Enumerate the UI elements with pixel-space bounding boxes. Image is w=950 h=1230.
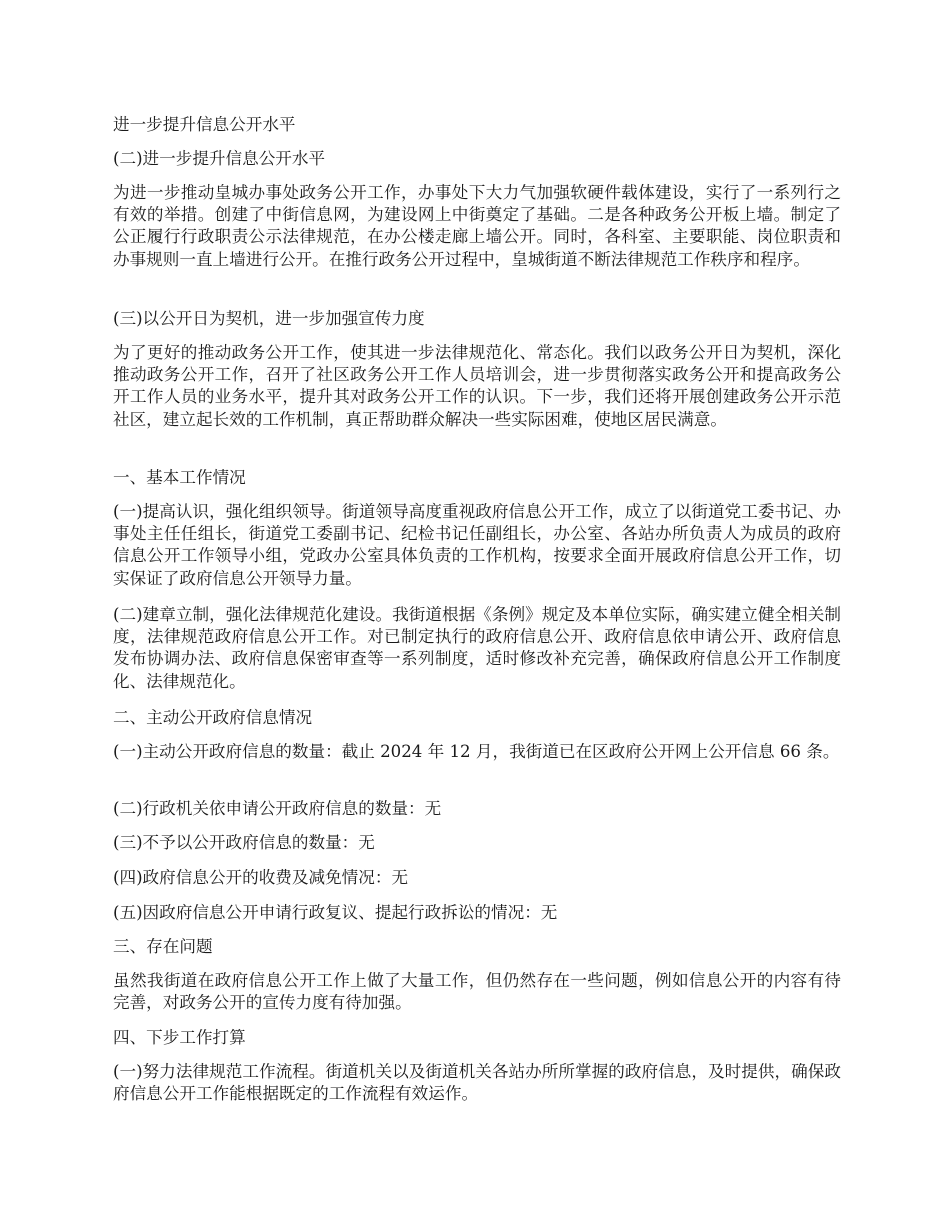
section-heading: (二)进一步提升信息公开水平 (113, 149, 326, 168)
body-paragraph: (一)努力法律规范工作流程。街道机关以及街道机关各站办所所掌握的政府信息，及时提供，确保政府信息公开工作能根据既定的工作流程有效运作。 (113, 1062, 841, 1104)
list-item: (四)政府信息公开的收费及减免情况：无 (113, 868, 409, 887)
list-item: (三)不予以公开政府信息的数量：无 (113, 833, 375, 852)
list-item: (五)因政府信息公开申请行政复议、提起行政拆讼的情况：无 (113, 903, 558, 922)
body-paragraph: 为了更好的推动政务公开工作，使其进一步法律规范化、常态化。我们以政务公开日为契机，深化推动政务公开工作，召开了社区政务公开工作人员培训会，进一步贯彻落实政务公开和提高政务公开工作人员的业务水平，提升其对政务公开工作的认识。下一步，我们还将开展创建政务公开示范社区，建立起长效的工作机制，真正帮助群众解决一些实际困难，使地区居民满意。 (113, 343, 841, 429)
body-paragraph: (一)提高认识，强化组织领导。街道领导高度重视政府信息公开工作，成立了以街道党工委书记、办事处主任任组长，街道党工委副书记、纪检书记任副组长，办公室、各站办所负责人为成员的政府信息公开工作领导小组，党政办公室具体负责的工作机构，按要求全面开展政府信息公开工作，切实保证了政府信息公开领导力量。 (113, 502, 841, 588)
section-heading: 四、下步工作打算 (113, 1028, 246, 1047)
body-paragraph: 虽然我街道在政府信息公开工作上做了大量工作，但仍然存在一些问题，例如信息公开的内容有待完善，对政务公开的宣传力度有待加强。 (113, 971, 841, 1013)
body-paragraph: (二)建章立制，强化法律规范化建设。我街道根据《条例》规定及本单位实际，确实建立健全相关制度，法律规范政府信息公开工作。对已制定执行的政府信息公开、政府信息依申请公开、政府信息发布协调办法、政府信息保密审查等一系列制度，适时修改补充完善，确保政府信息公开工作制度化、法律规范化。 (113, 605, 841, 691)
section-heading: 三、存在问题 (113, 937, 213, 956)
body-paragraph: (一)主动公开政府信息的数量：截止 2024 年 12 月，我街道已在区政府公开网上公开信息 66 条。 (113, 742, 840, 761)
section-heading: (三)以公开日为契机，进一步加强宣传力度 (113, 309, 425, 328)
list-item: (二)行政机关依申请公开政府信息的数量：无 (113, 799, 442, 818)
doc-title: 进一步提升信息公开水平 (113, 115, 296, 134)
section-heading: 二、主动公开政府信息情况 (113, 708, 313, 727)
body-paragraph: 为进一步推动皇城办事处政务公开工作，办事处下大力气加强软硬件载体建设，实行了一系列行之有效的举措。创建了中街信息网，为建设网上中街奠定了基础。二是各种政务公开板上墙。制定了公正履行行政职责公示法律规范，在办公楼走廊上墙公开。同时，各科室、主要职能、岗位职责和办事规则一直上墙进行公开。在推行政务公开过程中，皇城街道不断法律规范工作秩序和程序。 (113, 183, 841, 269)
section-heading: 一、基本工作情况 (113, 468, 246, 487)
